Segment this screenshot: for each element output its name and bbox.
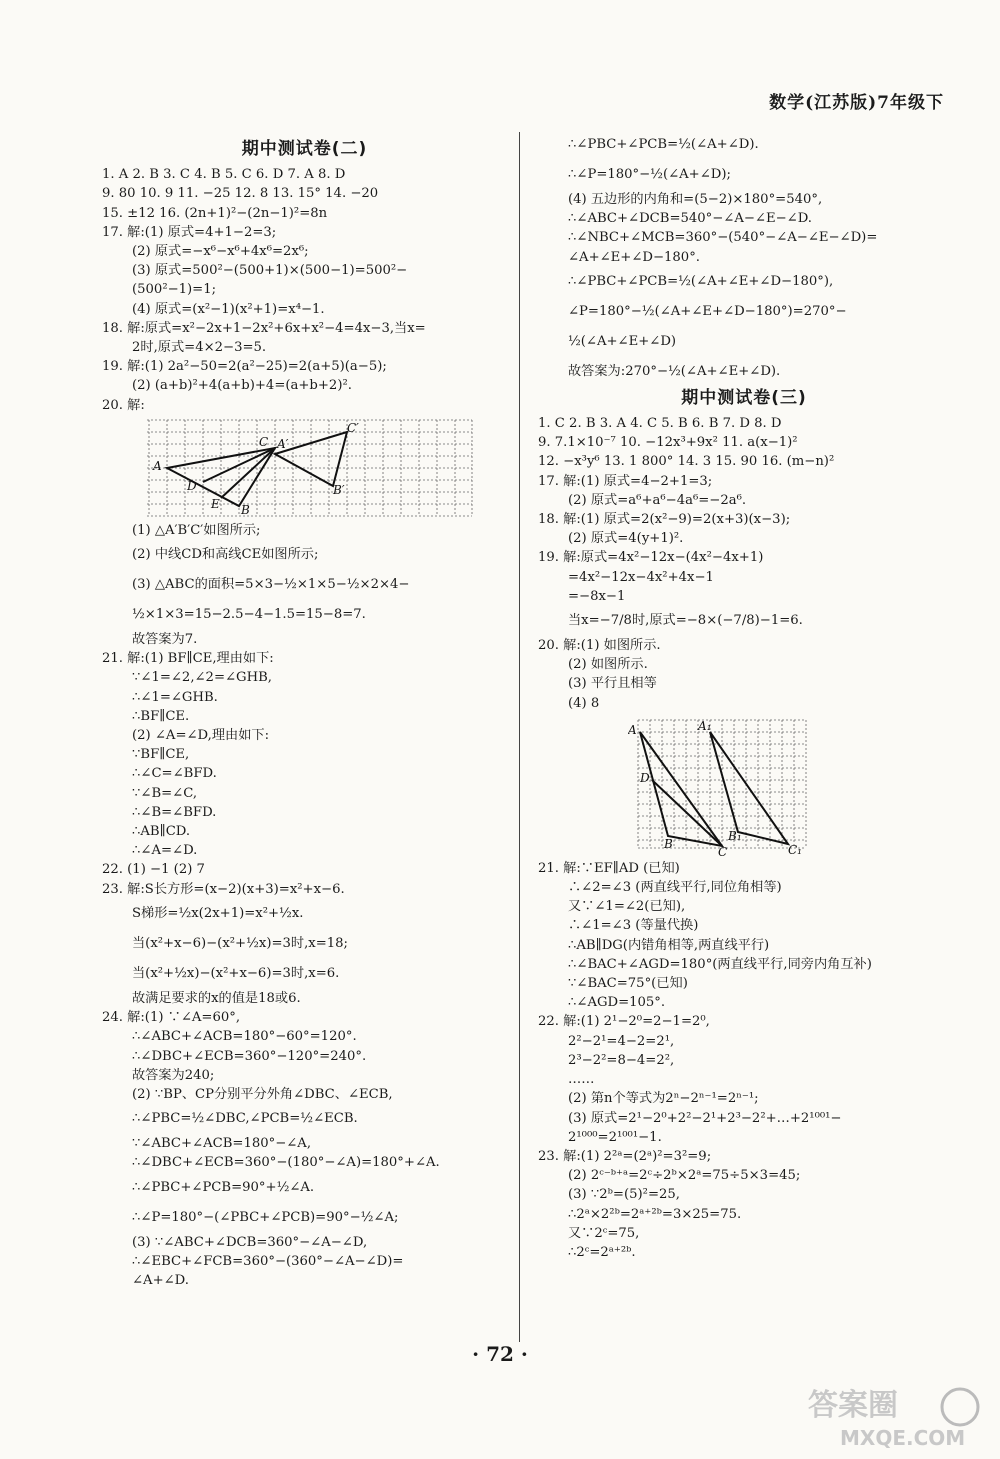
answer-line: 故答案为:270°−½(∠A+∠E+∠D). [568, 363, 781, 379]
answer-line: ∴2ᵃ×2²ᵇ=2ᵃ⁺²ᵇ=3×25=75. [568, 1206, 742, 1222]
answer-line: 15. ±12 16. (2n+1)²−(2n−1)²=8n [102, 205, 328, 221]
answer-line: (2) 原式=a⁶+a⁶−4a⁶=−2a⁶. [568, 492, 747, 508]
answer-line: 故满足要求的x的值是18或6. [132, 990, 301, 1006]
answer-line: 21. 解:∵EF∥AD (已知) [538, 860, 680, 876]
answer-line: …… [568, 1072, 595, 1088]
answer-line: ∴∠P=180°−½(∠A+∠D); [568, 167, 731, 182]
answer-line: (2) 第n个等式为2ⁿ−2ⁿ⁻¹=2ⁿ⁻¹; [568, 1091, 759, 1107]
answer-line: 18. 解:(1) 原式=2(x²−9)=2(x+3)(x−3); [538, 512, 791, 528]
answer-line: 又∵2ᶜ=75, [568, 1225, 640, 1241]
answer-line: ∴∠P=180°−(∠PBC+∠PCB)=90°−½∠A; [132, 1209, 399, 1225]
grid-figure-triangles [147, 418, 477, 518]
answer-line: (2) 原式=4(y+1)². [568, 531, 684, 547]
answer-line: ∴∠2=∠3 (两直线平行,同位角相等) [568, 880, 782, 896]
answer-line: ∴∠PBC+∠PCB=½(∠A+∠E+∠D−180°), [568, 273, 834, 289]
fig-label: A₁ [698, 718, 712, 733]
watermark-text: MXQE.COM [840, 1426, 966, 1450]
answer-line: =4x²−12x−4x²+4x−1 [568, 569, 714, 585]
answer-line: 又∵∠1=∠2(已知), [568, 899, 686, 915]
answer-line: (2) 如图所示. [568, 657, 648, 673]
answer-line: 19. 解:(1) 2a²−50=2(a²−25)=2(a+5)(a−5); [102, 359, 387, 375]
answer-line: ∴∠1=∠3 (等量代换) [568, 918, 699, 934]
fig-label: A [153, 458, 162, 473]
answer-line: ∴∠NBC+∠MCB=360°−(540°−∠A−∠E−∠D)= [568, 230, 878, 246]
answer-line: 2¹⁰⁰⁰=2¹⁰⁰¹−1. [568, 1129, 662, 1145]
answer-line: 2²−2¹=4−2=2¹, [568, 1033, 675, 1049]
answer-line: ∠A+∠D. [132, 1272, 189, 1288]
answer-line: 21. 解:(1) BF∥CE,理由如下: [102, 651, 274, 667]
answer-line: (2) (a+b)²+4(a+b)+4=(a+b+2)². [132, 378, 352, 394]
fig-label: B₁ [728, 828, 742, 843]
fig-label: C₁ [788, 842, 802, 856]
answer-line: ∵BF∥CE, [132, 747, 190, 763]
answer-line: 1. C 2. B 3. A 4. C 5. B 6. B 7. D 8. D [538, 416, 782, 432]
answer-line: ∴AB∥CD. [132, 824, 191, 840]
answer-line: ∠P=180°−½(∠A+∠E+∠D−180°)=270°− [568, 303, 847, 319]
answer-line: 1. A 2. B 3. C 4. B 5. C 6. D 7. A 8. D [102, 167, 346, 183]
watermark-icon [800, 1381, 990, 1451]
answer-line: 20. 解: [102, 397, 145, 413]
answer-line: (3) ∵∠ABC+∠DCB=360°−∠A−∠D, [132, 1234, 368, 1250]
answer-line: (1) △A′B′C′如图所示; [132, 522, 261, 538]
answer-line: ∵∠B=∠C, [132, 785, 198, 801]
section-title-midterm-2: 期中测试卷(二) [241, 139, 368, 159]
answer-line: ∴∠PBC+∠PCB=½(∠A+∠D). [568, 137, 759, 152]
answer-line: (3) 平行且相等 [568, 676, 657, 692]
answer-line: ½(∠A+∠E+∠D) [568, 333, 677, 349]
answer-line: (4) 8 [568, 695, 600, 711]
answer-line: (4) 五边形的内角和=(5−2)×180°=540°, [568, 192, 823, 207]
answer-line: (3) 原式=500²−(500+1)×(500−1)=500²− [132, 263, 408, 279]
answer-line: ∵∠ABC+∠ACB=180°−∠A, [132, 1136, 312, 1152]
answer-line: 2³−2²=8−4=2², [568, 1052, 675, 1068]
answer-line: ∴∠PBC=½∠DBC,∠PCB=½∠ECB. [132, 1111, 358, 1127]
watermark-logo [800, 1381, 990, 1451]
answer-line: ∴∠EBC+∠FCB=360°−(360°−∠A−∠D)= [132, 1253, 404, 1269]
fig-label: A [628, 722, 637, 737]
answer-line: (2) 中线CD和高线CE如图所示; [132, 547, 319, 563]
answer-line: (3) 原式=2¹−2⁰+2²−2¹+2³−2²+…+2¹⁰⁰¹− [568, 1110, 842, 1126]
answer-line: 9. 80 10. 9 11. −25 12. 8 13. 15° 14. −20 [102, 186, 379, 202]
answer-line: (2) ∵BP、CP分别平分外角∠DBC、∠ECB, [132, 1086, 393, 1102]
answer-line: 19. 解:原式=4x²−12x−(4x²−4x+1) [538, 550, 764, 566]
answer-line: ∴∠B=∠BFD. [132, 804, 217, 820]
answer-line: 当(x²+½x)−(x²+x−6)=3时,x=6. [132, 965, 340, 981]
answer-line: S梯形=½x(2x+1)=x²+½x. [132, 905, 304, 921]
answer-line: 17. 解:(1) 原式=4+1−2=3; [102, 224, 277, 240]
answer-line: 当x=−7/8时,原式=−8×(−7/8)−1=6. [568, 613, 803, 629]
fig-label: B [664, 836, 673, 851]
answer-line: ½×1×3=15−2.5−4−1.5=15−8=7. [132, 607, 366, 623]
page-number: · 72 · [472, 1342, 528, 1366]
answer-line: ∴∠1=∠GHB. [132, 689, 218, 705]
answer-line: ∴∠DBC+∠ECB=360°−(180°−∠A)=180°+∠A. [132, 1155, 440, 1171]
answer-line: 故答案为240; [132, 1067, 215, 1083]
answer-line: 9. 7.1×10⁻⁷ 10. −12x³+9x² 11. a(x−1)² [538, 435, 798, 451]
answer-line: (3) ∵2ᵇ=(5)²=25, [568, 1187, 680, 1203]
answer-line: ∵∠BAC=75°(已知) [568, 976, 688, 992]
column-divider [519, 132, 520, 1342]
answer-line: ∴∠DBC+∠ECB=360°−120°=240°. [132, 1048, 367, 1064]
answer-line: 20. 解:(1) 如图所示. [538, 638, 661, 654]
answer-line: 17. 解:(1) 原式=4−2+1=3; [538, 473, 713, 489]
answer-line: ∴∠BAC+∠AGD=180°(两直线平行,同旁内角互补) [568, 956, 872, 972]
answer-line: (500²−1)=1; [132, 282, 217, 298]
answer-line: 故答案为7. [132, 632, 198, 648]
fig-label: D [640, 770, 650, 785]
fig-label: B [241, 502, 250, 517]
answer-line: 12. −x³y⁶ 13. 1 800° 14. 3 15. 90 16. (m−n)² [538, 454, 835, 470]
answer-line: 当(x²+x−6)−(x²+½x)=3时,x=18; [132, 935, 348, 951]
fig-label: C′ [347, 420, 359, 435]
fig-label: C [718, 844, 728, 856]
answer-line: ∴∠PBC+∠PCB=90°+½∠A. [132, 1179, 315, 1195]
answer-line: ∴∠C=∠BFD. [132, 766, 217, 782]
answer-line: ∴∠ABC+∠DCB=540°−∠A−∠E−∠D. [568, 211, 813, 227]
answer-line: 18. 解:原式=x²−2x+1−2x²+6x+x²−4=4x−3,当x= [102, 320, 426, 336]
right-column [538, 130, 950, 1262]
left-column [102, 138, 507, 1290]
answer-line: ∴∠AGD=105°. [568, 995, 666, 1011]
answer-line: (2) 原式=−x⁶−x⁶+4x⁶=2x⁶; [132, 244, 309, 260]
answer-line: 23. 解:S长方形=(x−2)(x+3)=x²+x−6. [102, 881, 345, 897]
answer-line: (2) ∠A=∠D,理由如下: [132, 728, 270, 744]
fig-label: C [259, 434, 269, 449]
answer-line: =−8x−1 [568, 588, 626, 604]
answer-line: ∴AB∥DG(内错角相等,两直线平行) [568, 937, 770, 953]
answer-line: ∠A+∠E+∠D−180°. [568, 249, 700, 265]
answer-line: 24. 解:(1) ∵∠A=60°, [102, 1010, 241, 1026]
watermark-logo-text: 答案圈 [808, 1388, 898, 1423]
fig-label: E [211, 496, 220, 511]
answer-line: ∴∠A=∠D. [132, 843, 198, 859]
answer-line: ∵∠1=∠2,∠2=∠GHB, [132, 670, 272, 686]
section-title-midterm-3: 期中测试卷(三) [681, 387, 807, 408]
answer-line: (2) 2ᶜ⁻ᵇ⁺ᵃ=2ᶜ÷2ᵇ×2ᵃ=75÷5×3=45; [568, 1168, 801, 1184]
answer-line: 2时,原式=4×2−3=5. [132, 340, 267, 356]
answer-line: 22. (1) −1 (2) 7 [102, 862, 205, 878]
answer-line: 22. 解:(1) 2¹−2⁰=2−1=2⁰, [538, 1014, 710, 1030]
answer-line: 23. 解:(1) 2²ᵃ=(2ᵃ)²=3²=9; [538, 1148, 712, 1164]
answer-line: (3) △ABC的面积=5×3−½×1×5−½×2×4− [132, 577, 410, 593]
answer-line: ∴∠ABC+∠ACB=180°−60°=120°. [132, 1029, 357, 1045]
answer-line: (4) 原式=(x²−1)(x²+1)=x⁴−1. [132, 301, 325, 317]
grid-figure-translation [628, 716, 818, 856]
fig-label: D [187, 478, 197, 493]
fig-label: B′ [333, 482, 345, 497]
answer-line: ∴2ᶜ=2ᵃ⁺²ᵇ. [568, 1244, 636, 1260]
answer-line: ∴BF∥CE. [132, 708, 190, 724]
page-header: 数学(江苏版)7年级下 [769, 93, 944, 113]
fig-label: A′ [277, 436, 289, 451]
